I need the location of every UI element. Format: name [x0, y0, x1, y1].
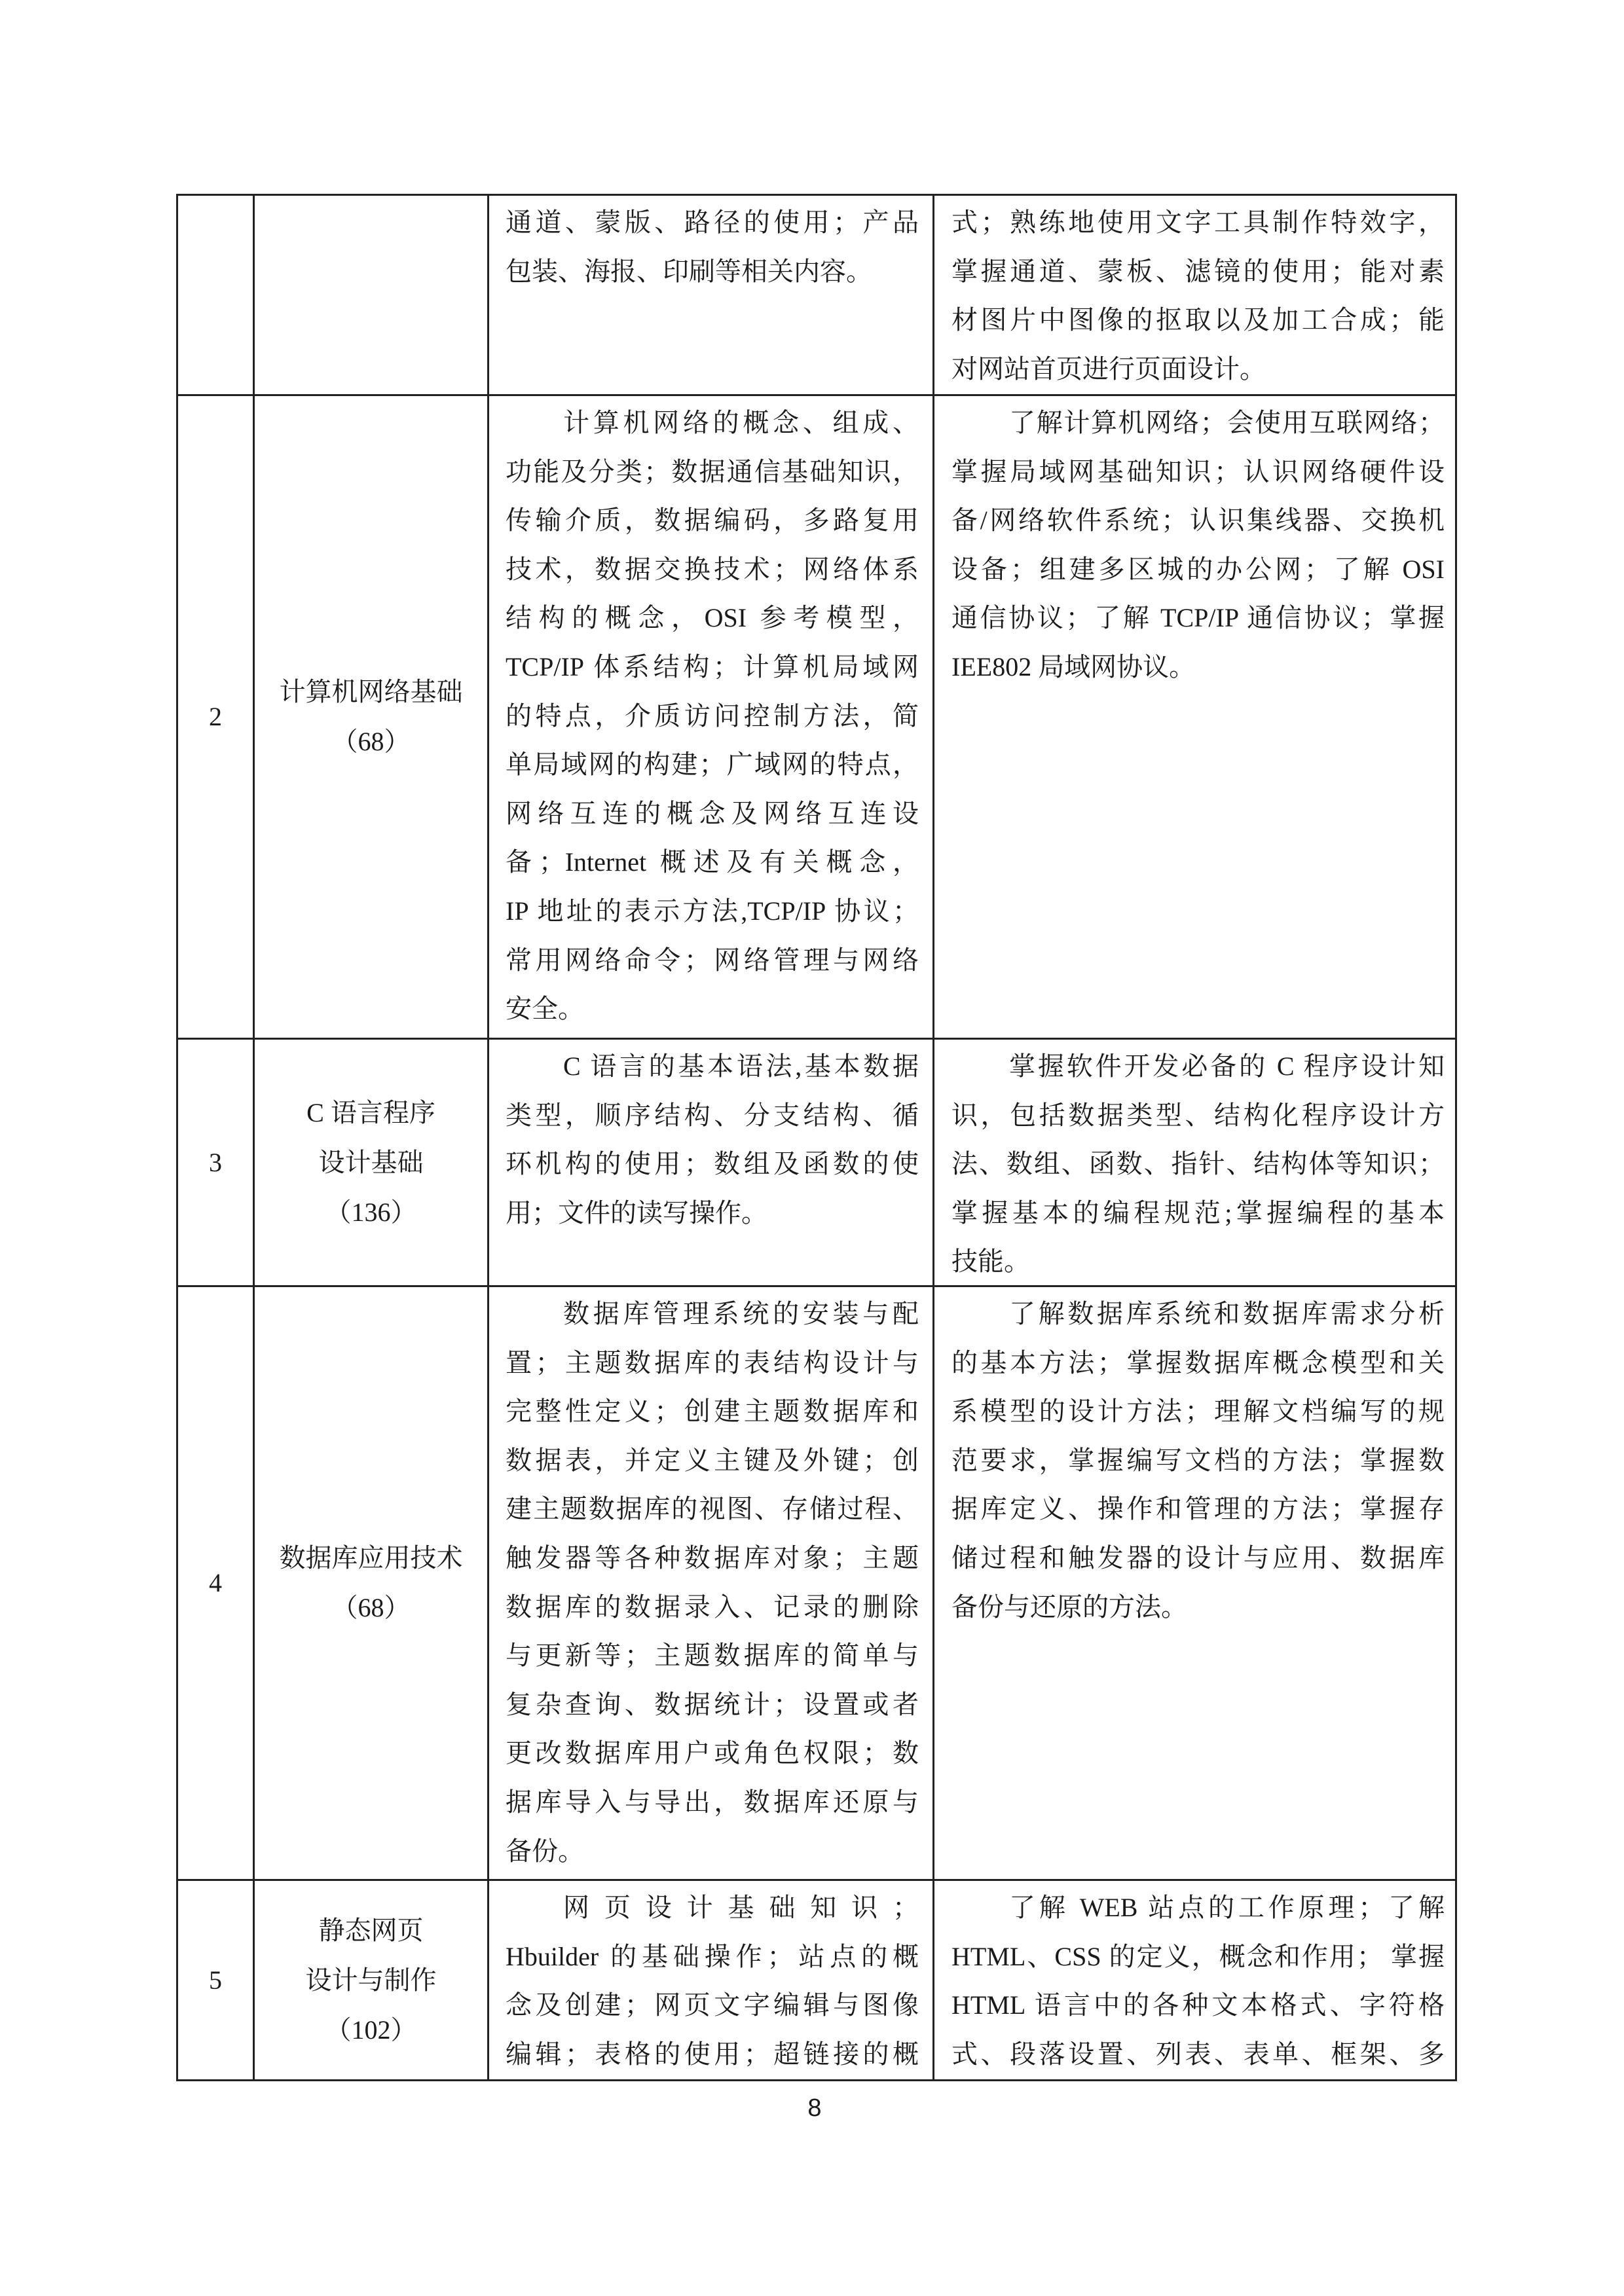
- content-line: 功能及分类；数据通信基础知识，: [506, 456, 919, 486]
- cell-requirements: [934, 1881, 1457, 2081]
- content-line: 环机构的使用；数组及函数的使: [506, 1149, 919, 1179]
- requirement-line: 范要求，掌握编写文档的方法；掌握数: [951, 1445, 1445, 1475]
- content-line: 常用网络命令；网络管理与网络: [506, 945, 919, 975]
- cell-content: [489, 1881, 934, 2081]
- cell-number: [178, 1040, 255, 1287]
- course-name-line: 计算机网络基础: [279, 677, 463, 706]
- requirement-line: 识，包括数据类型、结构化程序设计方: [951, 1100, 1445, 1130]
- course-name-line: C 语言程序: [306, 1097, 435, 1127]
- content-line: 完整性定义；创建主题数据库和: [506, 1396, 919, 1427]
- row-number: 5: [209, 1965, 222, 1995]
- course-hours: （102）: [325, 2014, 417, 2045]
- cell-content: [489, 396, 934, 1040]
- course-name-line: 设计与制作: [305, 1965, 437, 1995]
- requirement-line: 的基本方法；掌握数据库概念模型和关: [951, 1347, 1445, 1377]
- cell-content: [489, 196, 934, 396]
- requirement-line: 式；熟练地使用文字工具制作特效字，: [951, 208, 1445, 237]
- requirement-line: 掌握基本的编程规范;掌握编程的基本: [951, 1197, 1445, 1228]
- content-line: Hbuilder 的基础操作；站点的概: [506, 1941, 919, 1971]
- row-number: 4: [209, 1568, 222, 1597]
- requirement-line: 对网站首页进行页面设计。: [951, 354, 1266, 384]
- requirement-line: IEE802 局域网协议。: [951, 651, 1196, 682]
- requirement-line: 掌握软件开发必备的 C 程序设计知: [1009, 1051, 1445, 1081]
- cell-number: [178, 396, 255, 1040]
- content-line: 网络互连的概念及网络互连设: [506, 798, 919, 828]
- requirement-line: 掌握通道、蒙板、滤镜的使用；能对素: [951, 256, 1445, 286]
- cell-requirements: [934, 196, 1457, 396]
- content-line: 传输介质，数据编码，多路复用: [506, 505, 919, 536]
- cell-requirements: [934, 1040, 1457, 1287]
- content-line: 数据库管理系统的安装与配: [563, 1299, 919, 1328]
- row-number: 2: [209, 702, 222, 731]
- requirement-line: HTML 语言中的各种文本格式、字符格: [951, 1990, 1445, 2020]
- content-line: TCP/IP 体系结构；计算机局域网: [506, 651, 919, 682]
- cell-course: [255, 1287, 489, 1881]
- content-line: 置；主题数据库的表结构设计与: [506, 1347, 919, 1377]
- content-line: 与更新等；主题数据库的简单与: [506, 1641, 919, 1671]
- cell-number: [178, 1881, 255, 2081]
- course-hours: （68）: [331, 727, 411, 756]
- requirement-line: 系模型的设计方法；理解文档编写的规: [951, 1396, 1445, 1427]
- page-number: 8: [807, 2094, 822, 2122]
- requirement-line: 据库定义、操作和管理的方法；掌握存: [951, 1494, 1445, 1524]
- content-line: C 语言的基本语法,基本数据: [563, 1051, 919, 1081]
- requirement-line: 设备；组建多区城的办公网；了解 OSI: [951, 554, 1445, 584]
- cell-course: [255, 396, 489, 1040]
- content-line: 编辑；表格的使用；超链接的概: [506, 2039, 919, 2069]
- course-name-line: 静态网页: [318, 1915, 424, 1945]
- cell-content: [489, 1040, 934, 1287]
- content-line: 结构的概念，OSI 参考模型，: [506, 603, 919, 633]
- content-line: 备；Internet 概述及有关概念，: [506, 847, 919, 877]
- cell-number: [178, 1287, 255, 1881]
- content-line: 念及创建；网页文字编辑与图像: [506, 1990, 919, 2020]
- content-line: 建主题数据库的视图、存储过程、: [506, 1494, 919, 1524]
- course-name-line: 设计基础: [318, 1147, 424, 1177]
- requirement-line: 备份与还原的方法。: [951, 1592, 1187, 1622]
- requirement-line: 了解 WEB 站点的工作原理；了解: [1009, 1893, 1445, 1922]
- content-line: 数据库的数据录入、记录的删除: [506, 1592, 919, 1622]
- requirement-line: 了解计算机网络；会使用互联网络；: [1009, 408, 1445, 437]
- content-line: 数据表，并定义主键及外键；创: [506, 1445, 919, 1475]
- content-line: 触发器等各种数据库对象；主题: [506, 1542, 919, 1573]
- course-name-line: 数据库应用技术: [279, 1543, 463, 1573]
- content-line: 更改数据库用户或角色权限；数: [506, 1738, 919, 1768]
- content-line: 单局域网的构建；广域网的特点，: [506, 750, 919, 780]
- content-line: 的特点，介质访问控制方法，简: [506, 701, 919, 731]
- course-hours: （68）: [331, 1593, 411, 1622]
- requirement-line: 技能。: [951, 1247, 1030, 1277]
- content-line: 安全。: [506, 994, 584, 1024]
- content-line: 类型，顺序结构、分支结构、循: [506, 1100, 919, 1130]
- row-number: 3: [209, 1147, 222, 1177]
- requirement-line: 通信协议；了解 TCP/IP 通信协议；掌握: [951, 603, 1445, 633]
- cell-number: [178, 196, 255, 396]
- content-line: 计算机网络的概念、组成、: [563, 408, 919, 437]
- requirement-line: 材图片中图像的抠取以及加工合成；能: [951, 305, 1445, 335]
- course-hours: （136）: [325, 1197, 417, 1227]
- requirement-line: 法、数组、函数、指针、结构体等知识；: [951, 1149, 1445, 1179]
- content-line: 用；文件的读写操作。: [506, 1197, 767, 1228]
- cell-course: [255, 1040, 489, 1287]
- cell-requirements: [934, 396, 1457, 1040]
- content-line: 备份。: [506, 1836, 584, 1866]
- requirement-line: 式、段落设置、列表、表单、框架、多: [951, 2039, 1445, 2069]
- requirement-line: 掌握局域网基础知识；认识网络硬件设: [951, 456, 1445, 486]
- content-line: 据库导入与导出，数据库还原与: [506, 1787, 919, 1817]
- content-line: 包装、海报、印刷等相关内容。: [506, 256, 872, 286]
- cell-course: [255, 196, 489, 396]
- cell-course: [255, 1881, 489, 2081]
- content-line: 通道、蒙版、路径的使用；产品: [506, 208, 919, 237]
- cell-content: [489, 1287, 934, 1881]
- content-line: 网页设计基础知识；: [563, 1893, 919, 1922]
- requirement-line: HTML、CSS 的定义，概念和作用； 掌握: [951, 1941, 1445, 1971]
- content-line: 技术，数据交换技术；网络体系: [506, 554, 919, 584]
- content-line: IP 地址的表示方法,TCP/IP 协议；: [506, 896, 919, 926]
- requirement-line: 储过程和触发器的设计与应用、数据库: [951, 1542, 1445, 1573]
- requirement-line: 备/网络软件系统；认识集线器、交换机: [951, 505, 1445, 536]
- curriculum-table: [176, 194, 1457, 2081]
- cell-requirements: [934, 1287, 1457, 1881]
- requirement-line: 了解数据库系统和数据库需求分析: [1009, 1299, 1445, 1328]
- content-line: 复杂查询、数据统计；设置或者: [506, 1689, 919, 1719]
